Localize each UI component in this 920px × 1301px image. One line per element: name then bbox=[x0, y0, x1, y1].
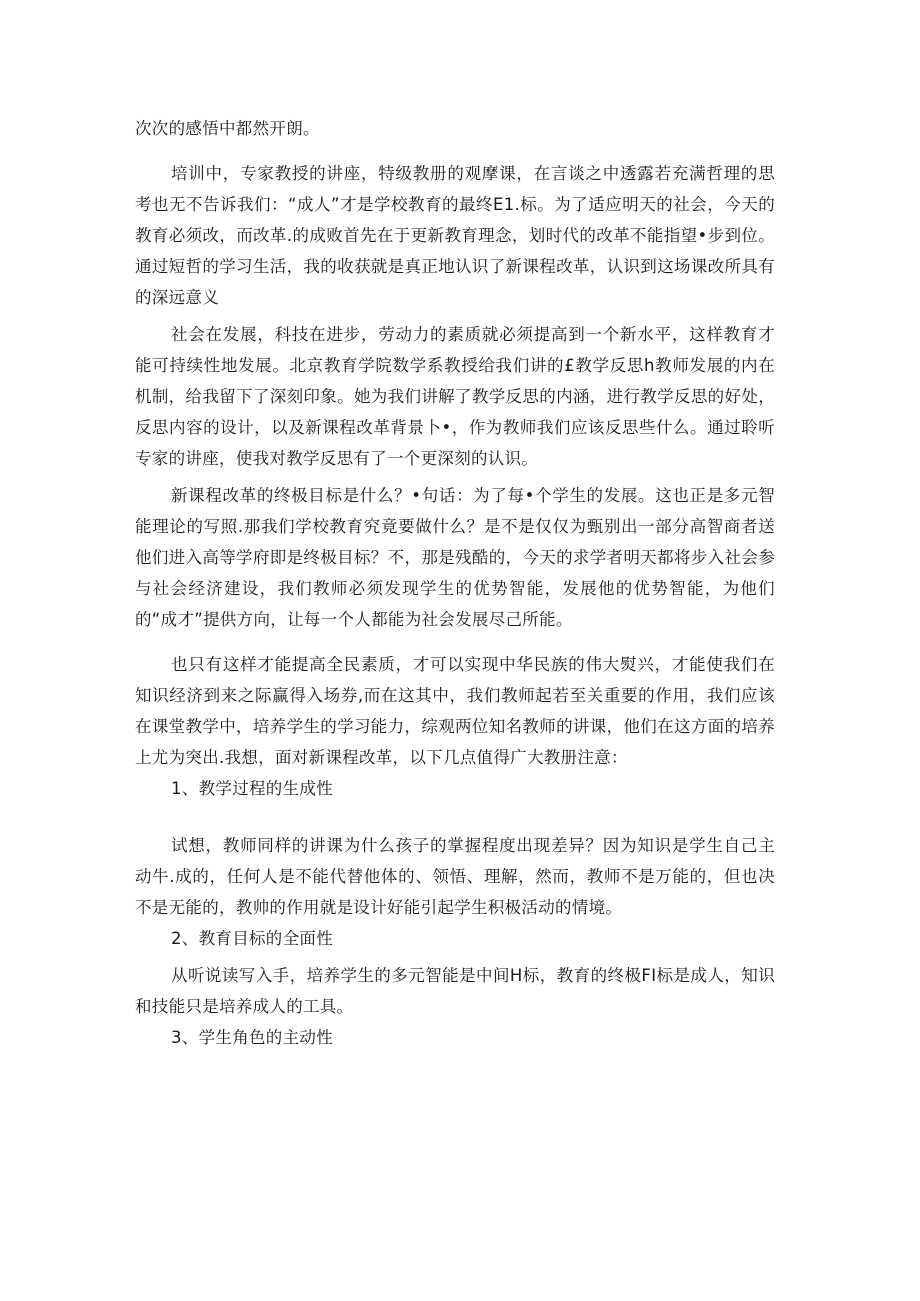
section-heading-2: 2、教育目标的全面性 bbox=[171, 929, 333, 948]
section-heading-1: 1、教学过程的生成性 bbox=[171, 779, 333, 798]
paragraph-quality: 也只有这样才能提高全民素质，才可以实现中华民族的伟大熨兴，才能使我们在知识经济到来之际赢得入场券,而在这其中，我们教师起若至关重要的作用，我们应该在课堂教学中，培养学生的学习能力，综观两位知名教师的讲课，他们在这方面的培养上尤为突出.我想，面对新课程改革，以下几点值得广大教册注意： bbox=[135, 655, 775, 767]
section-body-2: 从听说读写入手，培养学生的多元智能是中间H标，教育的终极FI标是成人，知识和技能只是培养成人的工具。 bbox=[135, 966, 775, 1016]
paragraph-training: 培训中，专家教授的讲座，特级教册的观摩课，在言谈之中透露若充满哲理的思考也无不告诉我们：“成人”才是学校教育的最终E1.标。为了适应明天的社会，今天的教育必须改，而改革.的成败首先在于更新教育理念，划时代的改革不能指望•步到位。通过短哲的学习生活，我的收获就是真正地认识了新课程改革，认识到这场课改所具有的深远意义 bbox=[135, 164, 775, 307]
section-heading-3: 3、学生角色的主动性 bbox=[171, 1028, 333, 1047]
paragraph-opening: 次次的感悟中都然开朗。 bbox=[135, 119, 320, 138]
section-body-1: 试想，教师同样的讲课为什么孩子的掌握程度出现差异？因为知识是学生自己主动牛.成的，任何人是不能代替他体的、领悟、理解，然而，教师不是万能的，但也决不是无能的，教帅的作用就是设计好能引起学生积极活动的情境。 bbox=[135, 836, 775, 917]
document-body bbox=[135, 113, 775, 1053]
paragraph-ultimate-goal: 新课程改革的终极目标是什么？•句话：为了每•个学生的发展。这也正是多元智能理论的写照.那我们学校教育究竟要做什么？是不是仅仅为甄别出一部分高智商者送他们进入高等学府即是终极目标？不，那是残酷的，今天的求学者明天都将步入社会参与社会经济建设，我们教师必须发现学生的优势智能，发展他的优势智能，为他们的“成才”提供方向，让每一个人都能为社会发展尽己所能。 bbox=[135, 486, 775, 629]
paragraph-society: 社会在发展，科技在进步，劳动力的素质就必须提高到一个新水平，这样教育才能可持续性地发展。北京教育学院数学系教授给我们讲的£教学反思h教师发展的内在机制，给我留下了深刻印象。她为我们讲解了教学反思的内涵，进行教学反思的好处，反思内容的设计，以及新课程改革背景卜•，作为教师我们应该反思些什么。通过聆听专家的讲座，使我对教学反思有了一个更深刻的认识。 bbox=[135, 325, 775, 468]
